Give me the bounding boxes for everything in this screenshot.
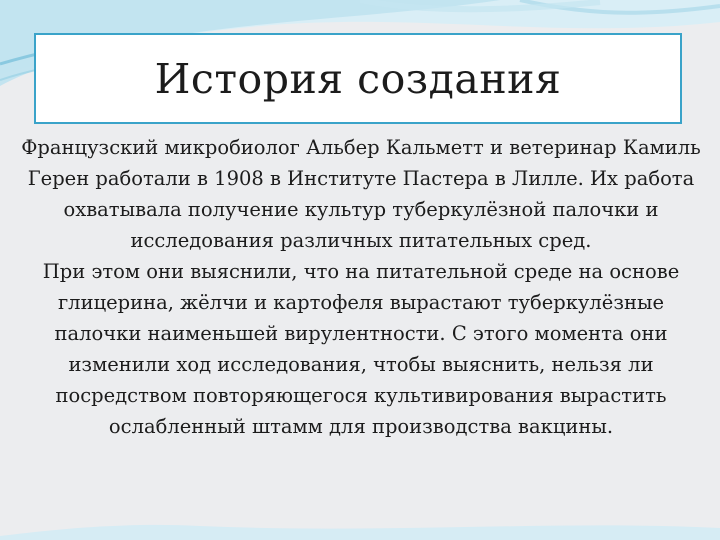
paragraph-findings: При этом они выяснили, что на питательной среде на основе глицерина, жёлчи и картофеля вырастают туберкулёзные палочки наименьшей вирулентности. С этого момента они изменили ход исследования, чтобы выяснить, нельзя ли посредством повторяющегося культивирования вырастить ослабленный штамм для производства вакцины.: [42, 260, 680, 438]
title-box: [34, 33, 682, 124]
paragraph-history: Французский микробиолог Альбер Кальметт и ветеринар Камиль Герен работали в 1908 в Институте Пастера в Лилле. Их работа охватывала получение культур туберкулёзной палочки и исследования различных питательных сред.: [21, 136, 701, 252]
slide-title: История создания: [154, 54, 562, 103]
slide-body: [18, 132, 704, 442]
